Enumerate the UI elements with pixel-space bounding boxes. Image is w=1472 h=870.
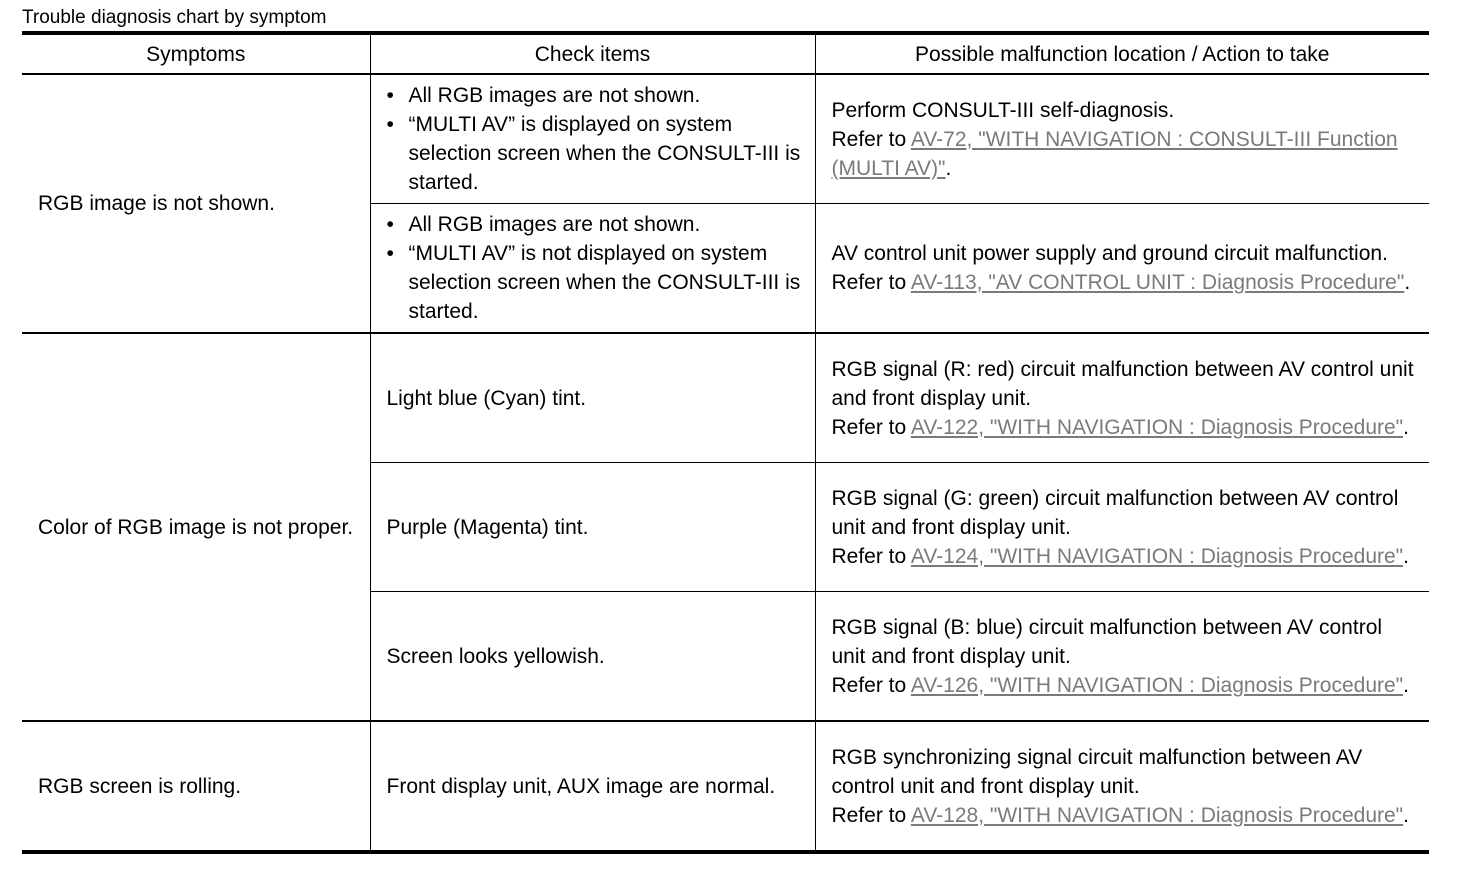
- action-cell: [815, 463, 1429, 592]
- symptom-cell: RGB image is not shown.: [22, 74, 370, 333]
- check-items-list: [387, 210, 807, 326]
- refer-label: Refer to: [831, 415, 907, 439]
- action-text: RGB synchronizing signal circuit malfunction between AV control unit and front display unit.: [831, 745, 1363, 798]
- header-symptoms: Symptoms: [22, 33, 370, 74]
- refer-label: Refer to: [831, 127, 907, 151]
- action-cell: [815, 74, 1429, 204]
- table-row: [22, 333, 1429, 463]
- refer-label: Refer to: [831, 803, 907, 827]
- symptom-cell: Color of RGB image is not proper.: [22, 333, 370, 721]
- reference-link[interactable]: AV-72, "WITH NAVIGATION : CONSULT-III Function (MULTI AV)": [831, 127, 1398, 180]
- reference-link[interactable]: AV-124, "WITH NAVIGATION : Diagnosis Procedure": [910, 544, 1404, 568]
- period: .: [1403, 544, 1409, 568]
- period: .: [945, 156, 952, 180]
- reference-link[interactable]: AV-126, "WITH NAVIGATION : Diagnosis Procedure": [910, 673, 1404, 697]
- check-items-list: [387, 81, 807, 197]
- check-items-cell: [370, 74, 815, 204]
- action-cell: [815, 333, 1429, 463]
- period: .: [1403, 803, 1409, 827]
- reference-link[interactable]: AV-113, "AV CONTROL UNIT : Diagnosis Procedure": [910, 271, 1405, 294]
- refer-label: Refer to: [831, 271, 907, 294]
- action-cell: [815, 204, 1429, 334]
- period: .: [1403, 673, 1409, 697]
- action-text: AV control unit power supply and ground circuit malfunction.: [831, 242, 1388, 265]
- action-text: RGB signal (B: blue) circuit malfunction between AV control unit and front display unit.: [831, 615, 1383, 668]
- reference-link[interactable]: AV-122, "WITH NAVIGATION : Diagnosis Procedure": [910, 415, 1404, 439]
- action-text: Perform CONSULT-III self-diagnosis.: [831, 98, 1175, 122]
- chart-caption: Trouble diagnosis chart by symptom: [22, 7, 327, 28]
- check-items-cell: Light blue (Cyan) tint.: [370, 333, 815, 463]
- check-items-cell: Front display unit, AUX image are normal.: [370, 721, 815, 852]
- action-text: RGB signal (R: red) circuit malfunction between AV control unit and front display unit.: [831, 357, 1414, 410]
- check-item: • All RGB images are not shown.: [387, 210, 807, 239]
- table-row: [22, 721, 1429, 852]
- action-text: RGB signal (G: green) circuit malfunction between AV control unit and front display unit.: [831, 486, 1399, 539]
- reference-link[interactable]: AV-128, "WITH NAVIGATION : Diagnosis Procedure": [910, 803, 1404, 827]
- refer-label: Refer to: [831, 673, 907, 697]
- period: .: [1403, 415, 1409, 439]
- symptom-cell: RGB screen is rolling.: [22, 721, 370, 852]
- check-item: • All RGB images are not shown.: [387, 81, 807, 110]
- action-cell: [815, 592, 1429, 722]
- check-item: • “MULTI AV” is displayed on system selection screen when the CONSULT-III is started.: [387, 110, 807, 197]
- action-cell: [815, 721, 1429, 852]
- header-action: Possible malfunction location / Action to take: [815, 33, 1429, 74]
- table-header-row: [22, 33, 1429, 74]
- period: .: [1404, 271, 1411, 294]
- table-row: [22, 74, 1429, 204]
- check-items-cell: Purple (Magenta) tint.: [370, 463, 815, 592]
- refer-label: Refer to: [831, 544, 907, 568]
- check-items-cell: Screen looks yellowish.: [370, 592, 815, 722]
- check-items-cell: [370, 204, 815, 334]
- check-item: • “MULTI AV” is not displayed on system selection screen when the CONSULT-III is started.: [387, 239, 807, 326]
- header-check-items: Check items: [370, 33, 815, 74]
- diagnosis-table: [22, 31, 1429, 854]
